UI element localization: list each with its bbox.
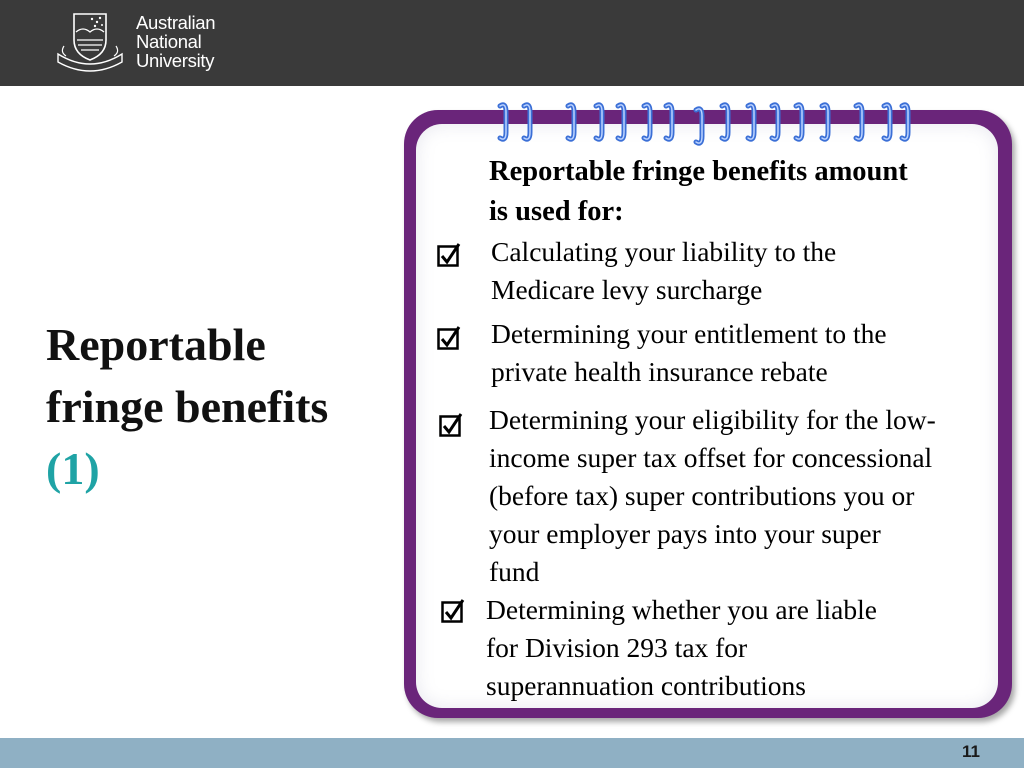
- checkbox-checked-icon: [437, 243, 461, 267]
- list-item-line: private health insurance rebate: [491, 356, 828, 387]
- header-bar: [0, 0, 1024, 86]
- anu-crest-icon: [52, 10, 128, 74]
- logo-line-1: Australian: [136, 12, 216, 33]
- list-item-line: Calculating your liability to the: [491, 236, 837, 267]
- list-item-line: fund: [489, 556, 540, 587]
- notebook-heading-line-1: Reportable fringe benefits amount: [489, 156, 908, 187]
- list-item-line: Determining whether you are liable: [486, 594, 877, 625]
- list-item-line: (before tax) super contributions you or: [489, 480, 915, 511]
- spiral-binding-icon: [494, 102, 916, 146]
- list-item: [486, 591, 877, 705]
- list-item-line: Medicare levy surcharge: [491, 274, 763, 305]
- list-item: [491, 233, 836, 309]
- list-item-line: Determining your entitlement to the: [491, 318, 887, 349]
- checkbox-checked-icon: [441, 599, 465, 623]
- list-item: [491, 315, 887, 391]
- university-wordmark: [136, 13, 215, 70]
- page-number: 11: [962, 742, 980, 761]
- notebook-heading-line-2: is used for:: [489, 196, 624, 227]
- footer-bar: [0, 738, 1024, 768]
- slide-title: [46, 314, 328, 500]
- notebook-heading: [489, 152, 999, 232]
- logo-line-3: University: [136, 50, 215, 71]
- slide-title-line-1: Reportable: [46, 319, 266, 370]
- slide-title-line-2: fringe benefits: [46, 381, 329, 432]
- list-item: [489, 401, 936, 591]
- list-item-line: superannuation contributions: [486, 670, 807, 701]
- logo-line-2: National: [136, 31, 202, 52]
- list-item-line: Determining your eligibility for the low-: [489, 404, 936, 435]
- checkbox-checked-icon: [437, 326, 461, 350]
- checkbox-checked-icon: [439, 413, 463, 437]
- list-item-line: income super tax offset for concessional: [489, 442, 933, 473]
- slide-title-number: (1): [46, 443, 100, 494]
- list-item-line: for Division 293 tax for: [486, 632, 748, 663]
- list-item-line: your employer pays into your super: [489, 518, 881, 549]
